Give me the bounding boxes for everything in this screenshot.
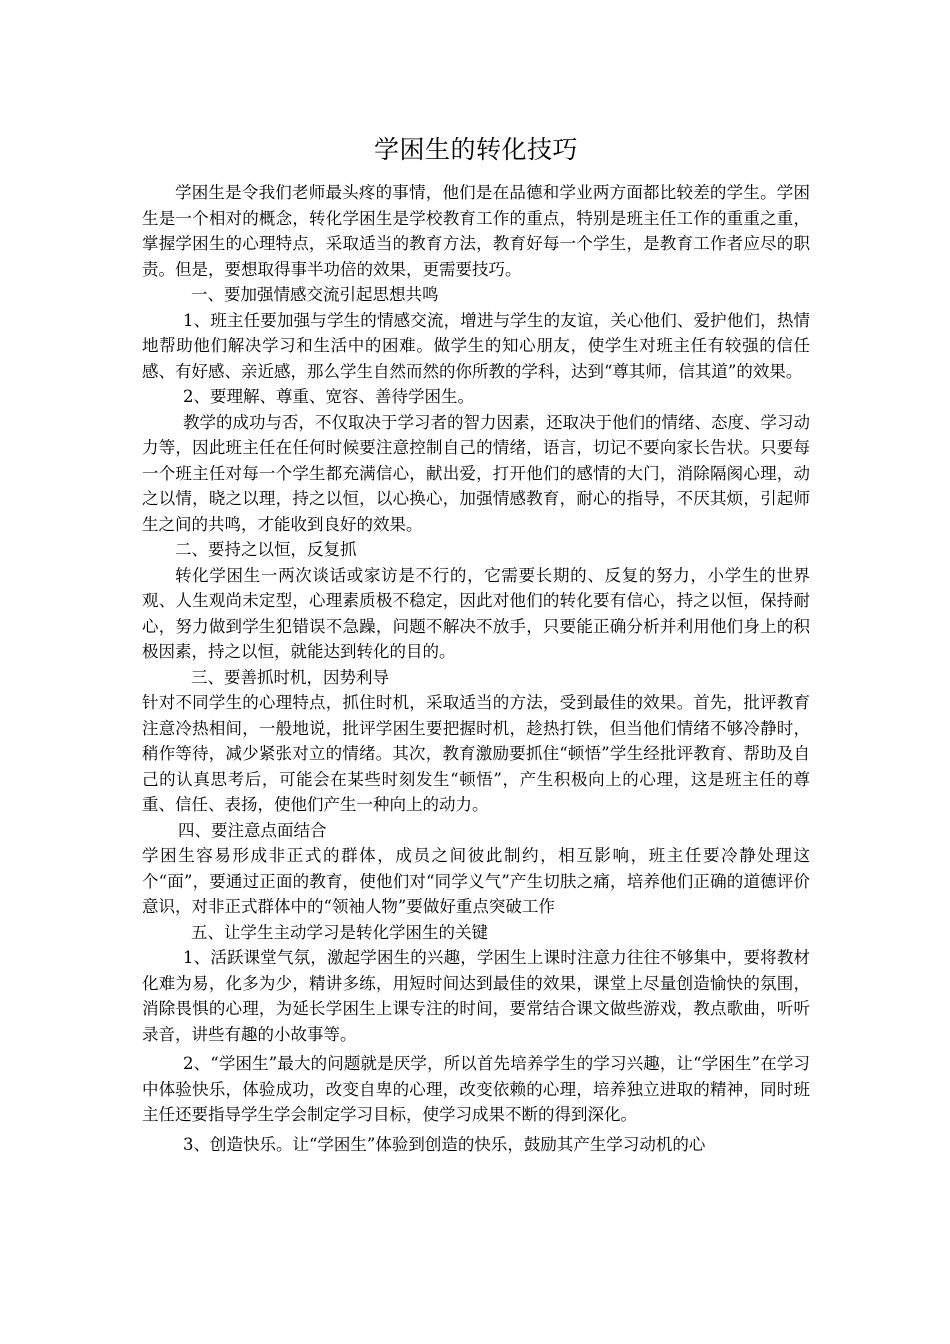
paragraph-1-1: 1、班主任要加强与学生的情感交流，增进与学生的友谊，关心他们、爱护他们，热情地帮助他们解决学习和生活中的困难。做学生的知心朋友，使学生对班主任有较强的信任感、有好感、亲近感，那么学生自然而然的你所教的学科，达到“尊其师，信其道”的效果。 [142,310,810,381]
paragraph-5-2: 2、“学困生”最大的问题就是厌学，所以首先培养学生的学习兴趣，让“学困生”在学习中体验快乐，体验成功，改变自卑的心理，改变依赖的心理，培养独立进取的精神，同时班主任还要指导学生学会制定学习目标，使学习成果不断的得到深化。 [142,1054,810,1124]
paragraph-1-2-heading: 2、要理解、尊重、宽容、善待学困生。 [183,387,474,406]
section-heading-5: 五、让学生主动学习是转化学困生的关键 [191,922,488,942]
section-heading-2: 二、要持之以恒，反复抓 [175,540,357,559]
paragraph-5-1: 1、活跃课堂气氛，激起学困生的兴趣，学困生上课时注意力往往不够集中，要将教材化难为易，化多为少，精讲多练，用短时间达到最佳的效果，课堂上尽量创造愉快的氛围，消除畏惧的心理，为延长学困生上课专注的时间，要常结合课文做些游戏，教点歌曲，听听录音，讲些有趣的小故事等。 [142,948,810,1044]
section-heading-3: 三、要善抓时机，因势利导 [191,667,389,687]
section-heading-1: 一、要加强情感交流引起思想共鸣 [191,285,439,304]
document-title: 学困生的转化技巧 [373,135,578,164]
paragraph-1-2-body: 教学的成功与否，不仅取决于学习者的智力因素，还取决于他们的情绪、态度、学习动力等，因此班主任在任何时候要注意控制自己的情绪，语言，切记不要向家长告状。只要每一个班主任对每一个学生都充满信心，献出爱，打开他们的感情的大门，消除隔阂心理，动之以情，晓之以理，持之以恒，以心换心，加强情感教育，耐心的指导，不厌其烦，引起师生之间的共鸣，才能收到良好的效果。 [142,412,810,534]
paragraph-5-3: 3、创造快乐。让“学困生”体验到创造的快乐，鼓励其产生学习动机的心 [183,1134,706,1154]
section-heading-4: 四、要注意点面结合 [178,820,327,840]
intro-paragraph: 学困生是令我们老师最头疼的事情，他们是在品德和学业两方面都比较差的学生。学困生是一个相对的概念，转化学困生是学校教育工作的重点，特别是班主任工作的重重之重，掌握学困生的心理特点，采取适当的教育方法，教育好每一个学生，是教育工作者应尽的职责。但是，要想取得事半功倍的效果，更需要技巧。 [142,183,810,279]
paragraph-4-body: 学困生容易形成非正式的群体，成员之间彼此制约，相互影响，班主任要冷静处理这个“面”，要通过正面的教育，使他们对“同学义气”产生切肤之痛，培养他们正确的道德评价意识，对非正式群体中的“领袖人物”要做好重点突破工作 [142,846,810,916]
paragraph-3-body: 针对不同学生的心理特点，抓住时机，采取适当的方法，受到最佳的效果。首先，批评教育注意冷热相间，一般地说，批评学困生要把握时机，趁热打铁，但当他们情绪不够冷静时，稍作等待，减少紧张对立的情绪。其次，教育激励要抓住“顿悟”学生经批评教育、帮助及自己的认真思考后，可能会在某些时刻发生“顿悟”，产生积极向上的心理，这是班主任的尊重、信任、表扬，使他们产生一种向上的动力。 [142,693,810,814]
paragraph-2-body: 转化学困生一两次谈话或家访是不行的，它需要长期的、反复的努力，小学生的世界观、人生观尚未定型，心理素质极不稳定，因此对他们的转化要有信心，持之以恒，保持耐心，努力做到学生犯错误不急躁，问题不解决不放手，只要能正确分析并利用他们身上的积极因素，持之以恒，就能达到转化的目的。 [142,565,810,661]
